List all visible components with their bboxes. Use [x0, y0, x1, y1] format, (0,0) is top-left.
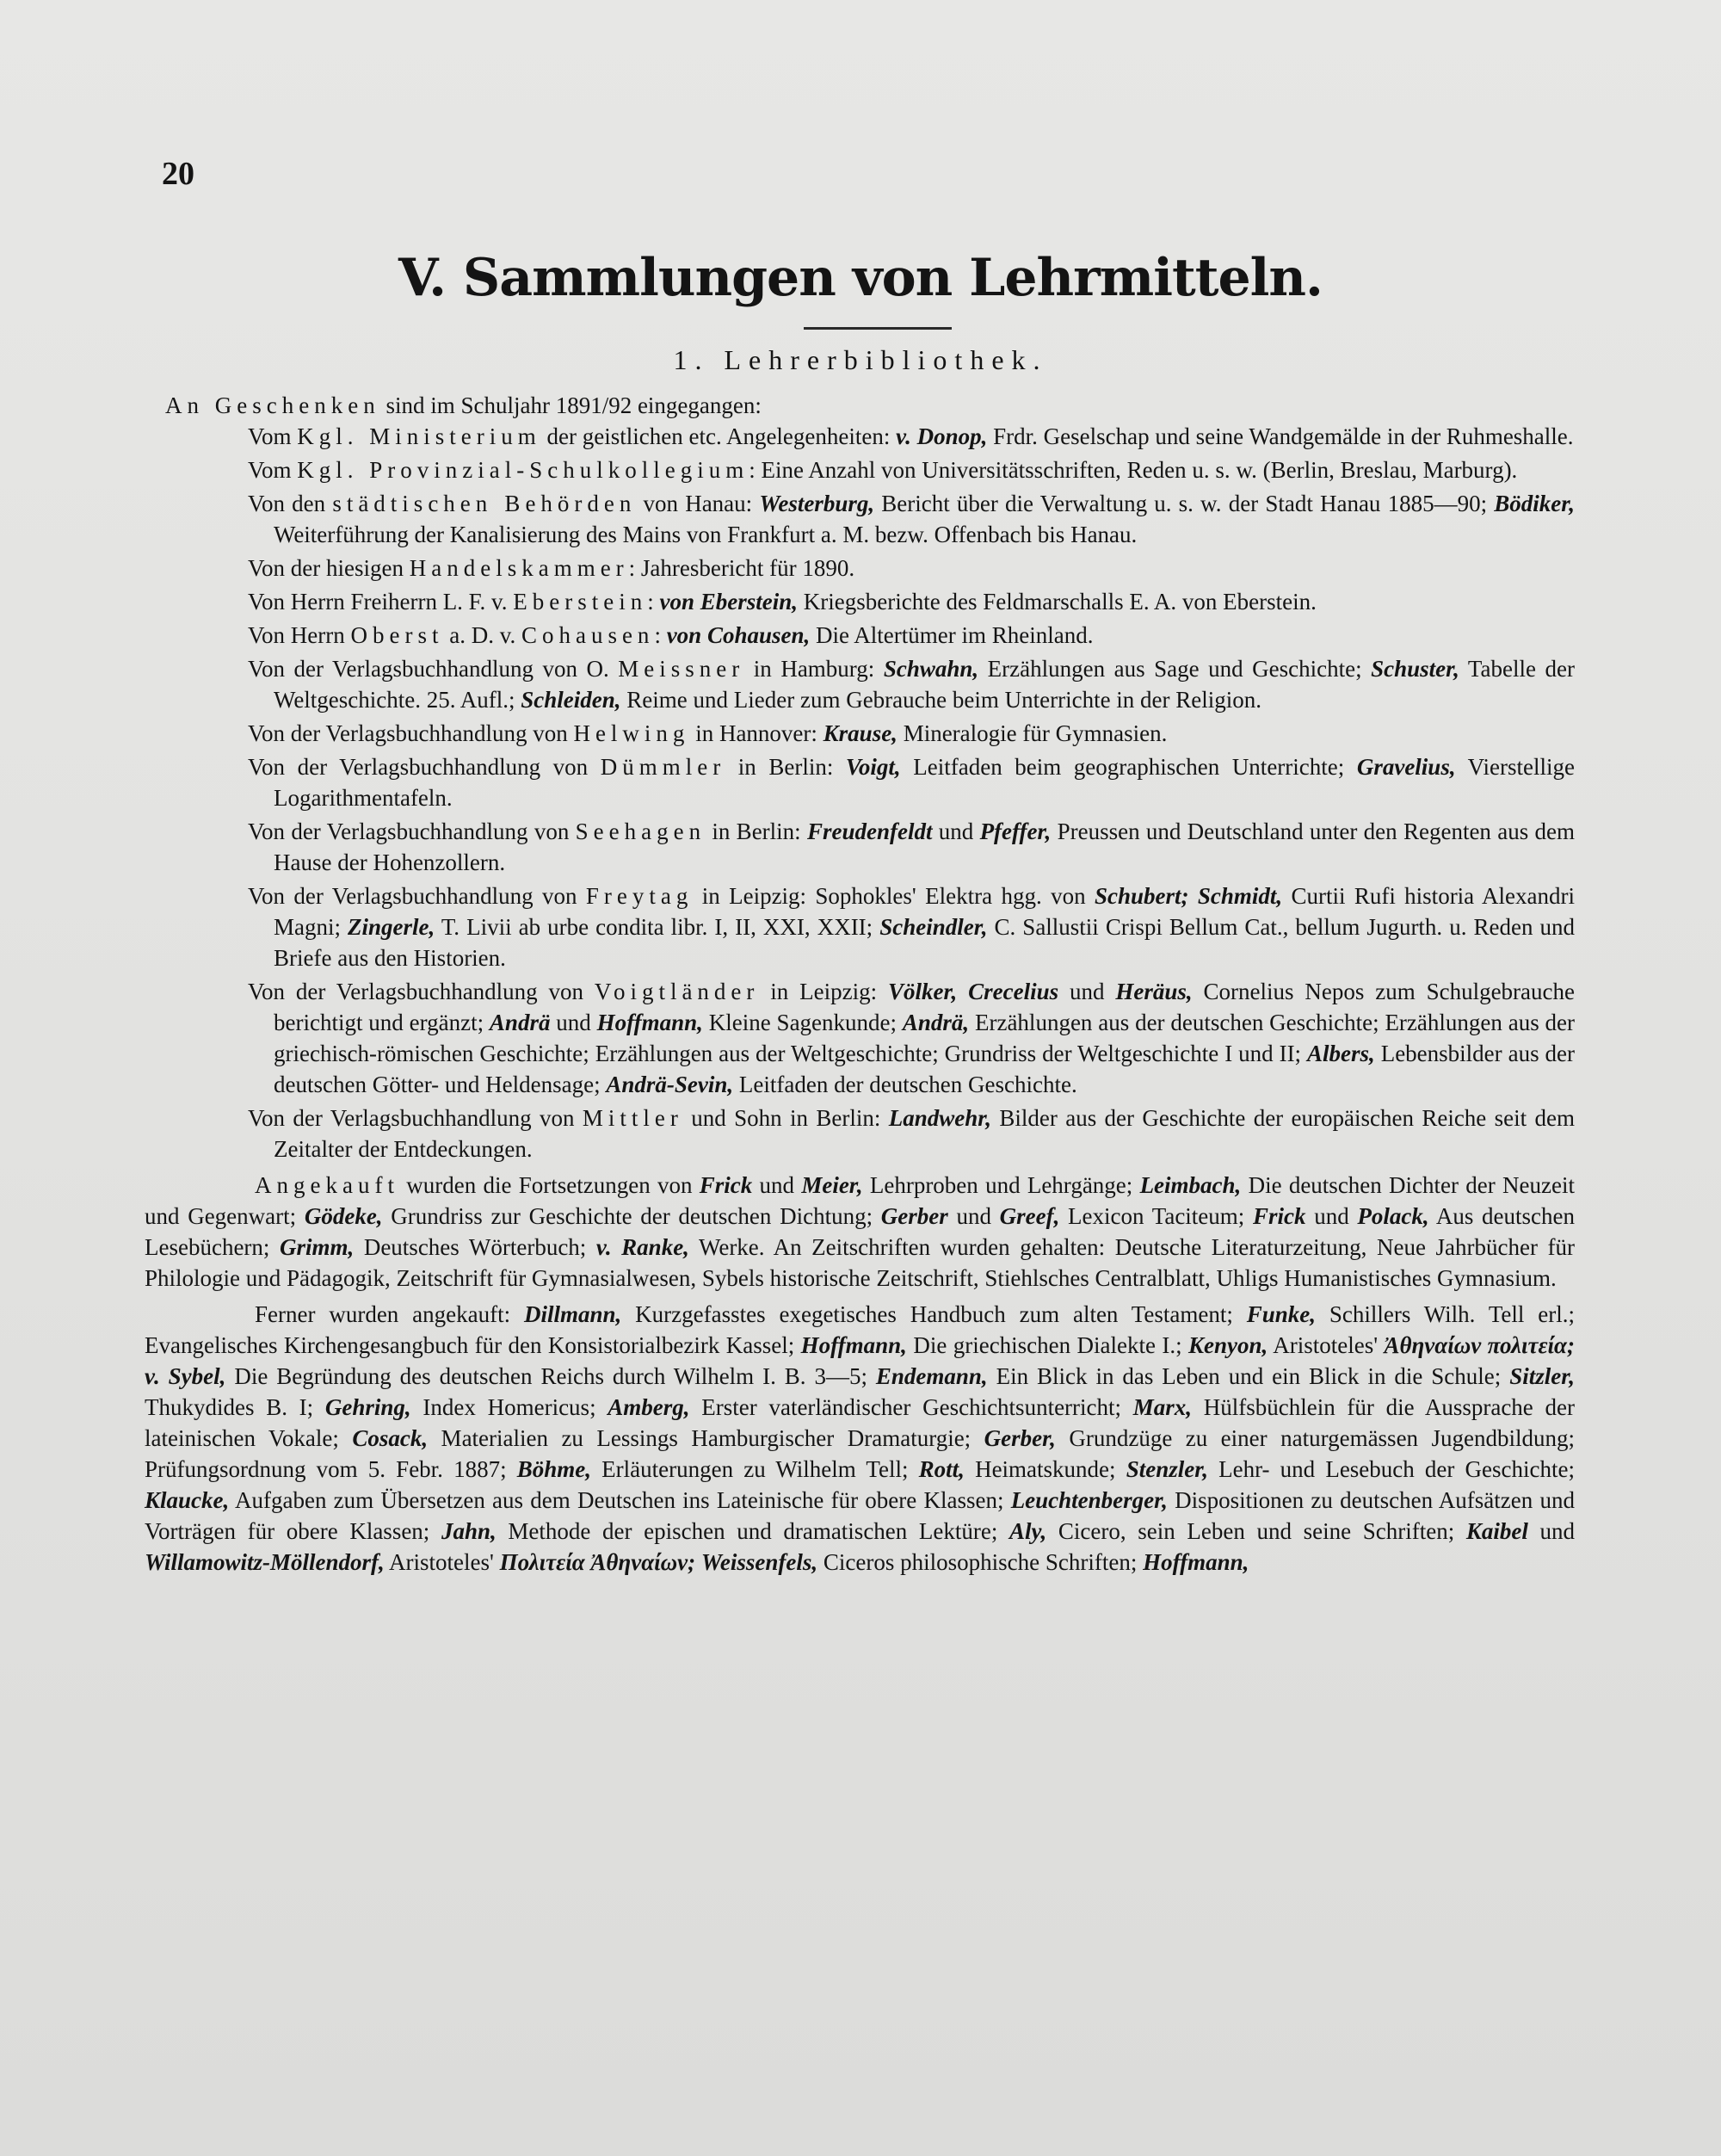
text-run: Von der hiesigen: [248, 555, 410, 581]
spaced-name: Helwing: [573, 720, 690, 746]
author-name: Hoffmann,: [1143, 1549, 1249, 1575]
text-run: wurden die Fortsetzungen von: [398, 1172, 700, 1198]
text-run: :: [654, 622, 667, 648]
text-run: Aufgaben zum Übersetzen aus dem Deutschen ins Lateinische für obere Klassen;: [229, 1487, 1011, 1513]
text-run: T. Livii ab urbe condita libr. I, II, XXI, XXII;: [435, 914, 880, 940]
author-name: Stenzler,: [1126, 1456, 1208, 1482]
text-run: Heimatskunde;: [964, 1456, 1126, 1482]
author-name: Endemann,: [875, 1363, 988, 1389]
page-number: 20: [162, 156, 194, 192]
donation-entry: [145, 751, 1575, 813]
author-name: Schubert; Schmidt,: [1094, 883, 1283, 909]
donation-entry: [145, 976, 1575, 1100]
text-run: Weiterführung der Kanalisierung des Mains von Frankfurt a. M. bezw. Offenbach bis Hanau.: [274, 522, 1138, 547]
text-run: Mineralogie für Gymnasien.: [897, 720, 1168, 746]
author-name: Schuster,: [1371, 656, 1459, 682]
author-name: Andrä: [489, 1010, 551, 1035]
donation-entry: [145, 553, 1575, 584]
text-run: Bericht über die Verwaltung u. s. w. der Stadt Hanau 1885—90;: [874, 491, 1495, 516]
text-run: und: [1527, 1518, 1576, 1544]
text-run: Lexicon Taciteum;: [1059, 1203, 1253, 1229]
text-run: Die Altertümer im Rheinland.: [810, 622, 1094, 648]
text-run: Von Herrn: [248, 622, 351, 648]
text-run: Von der Verlagsbuchhandlung von: [248, 720, 574, 746]
text-run: Vom: [248, 423, 298, 449]
author-name: Grimm,: [280, 1234, 355, 1260]
text-run: Frdr. Geselschap und seine Wandgemälde in der Ruhmeshalle.: [987, 423, 1574, 449]
author-name: Sitzler,: [1509, 1363, 1575, 1389]
text-run: Reime und Lieder zum Gebrauche beim Unterrichte in der Religion.: [620, 687, 1262, 713]
text-run: Leitfaden der deutschen Geschichte.: [733, 1072, 1077, 1097]
donation-entry: [145, 880, 1575, 973]
author-name: Meier,: [801, 1172, 863, 1198]
document-body: [145, 390, 1575, 1578]
author-name: Scheindler,: [879, 914, 988, 940]
author-name: Aly,: [1009, 1518, 1047, 1544]
text-run: und: [550, 1010, 597, 1035]
text-run: Tabelle der Weltgeschichte. 25. Aufl.;: [274, 656, 1575, 713]
text-run: Bilder aus der Geschichte der europäischen Reiche seit dem Zeitalter der Entdeckungen.: [274, 1105, 1575, 1162]
spaced-name: Cohausen: [521, 622, 655, 648]
donation-entry: [145, 718, 1575, 749]
spaced-name: Dümmler: [600, 754, 726, 780]
author-name: Klaucke,: [145, 1487, 230, 1513]
text-run: Cicero, sein Leben und seine Schriften;: [1046, 1518, 1466, 1544]
author-name: Willamowitz-Möllendorf,: [145, 1549, 385, 1575]
text-run: Von Herrn Freiherrn L. F. v.: [248, 589, 514, 615]
donation-entry: [145, 421, 1575, 452]
author-name: Polack,: [1357, 1203, 1429, 1229]
text-run: Grundriss zur Geschichte der deutschen Dichtung;: [382, 1203, 881, 1229]
author-name: von Eberstein,: [659, 589, 799, 615]
author-name: Gravelius,: [1356, 754, 1456, 780]
text-run: Ferner wurden angekauft:: [255, 1301, 524, 1327]
donation-entry: [145, 816, 1575, 878]
author-name: Πολιτεία Ἀθηναίων; Weissenfels,: [499, 1549, 818, 1575]
text-run: Von den: [248, 491, 333, 516]
donation-entry: [145, 454, 1575, 485]
author-name: Albers,: [1307, 1041, 1375, 1066]
text-run: und: [947, 1203, 1000, 1229]
author-name: Bödiker,: [1494, 491, 1575, 516]
text-run: Aristoteles': [384, 1549, 500, 1575]
text-run: Preussen und Deutschland unter den Regenten aus dem Hause der Hohenzollern.: [274, 819, 1575, 875]
text-run: Von der Verlagsbuchhandlung von: [248, 1105, 583, 1131]
spaced-name: Seehagen: [575, 819, 706, 844]
spaced-name: Angekauft: [255, 1172, 399, 1198]
text-run: Erzählungen aus der deutschen Geschichte; Erzählungen aus der griechisch-römischen Geschichte; Erzählungen aus der Weltgeschichte; Grundriss der Weltgeschichte I und II;: [274, 1010, 1576, 1066]
text-run: Erzählungen aus Sage und Geschichte;: [978, 656, 1372, 682]
donation-entry: [145, 488, 1575, 550]
text-run: Curtii Rufi historia Alexandri Magni;: [274, 883, 1575, 940]
text-run: und: [932, 819, 980, 844]
text-run: Grundzüge zu einer naturgemässen Jugendbildung; Prüfungsordnung vom 5. Febr. 1887;: [145, 1425, 1575, 1482]
text-run: Kriegsberichte des Feldmarschalls E. A. von Eberstein.: [798, 589, 1317, 615]
author-name: Cosack,: [352, 1425, 429, 1451]
author-name: Rott,: [918, 1456, 965, 1482]
text-run: Ciceros philosophische Schriften;: [817, 1549, 1144, 1575]
author-name: Gehring,: [324, 1394, 411, 1420]
purchased-paragraph: [145, 1170, 1575, 1294]
spaced-name: Mittler: [582, 1105, 683, 1131]
text-run: Die Begründung des deutschen Reichs durch Wilhelm I. B. 3—5;: [225, 1363, 876, 1389]
text-run: Lehr- und Lesebuch der Geschichte;: [1207, 1456, 1575, 1482]
author-name: Landwehr,: [888, 1105, 991, 1131]
author-name: v. Ranke,: [595, 1234, 689, 1260]
text-run: in Berlin:: [706, 819, 807, 844]
author-name: Gerber,: [984, 1425, 1056, 1451]
text-run: Lehrproben und Lehrgänge;: [862, 1172, 1140, 1198]
text-run: Kurzgefasstes exegetisches Handbuch zum alten Testament;: [621, 1301, 1247, 1327]
author-name: Leimbach,: [1139, 1172, 1242, 1198]
spaced-name: Voigtländer: [594, 979, 760, 1004]
text-run: und: [752, 1172, 802, 1198]
author-name: Dillmann,: [524, 1301, 622, 1327]
text-run: in Hannover:: [689, 720, 823, 746]
author-name: Funke,: [1246, 1301, 1317, 1327]
text-run: von Hanau:: [636, 491, 760, 516]
author-name: Hoffmann,: [596, 1010, 703, 1035]
text-run: :: [647, 589, 660, 615]
author-name: Hoffmann,: [800, 1332, 907, 1358]
text-run: in Leipzig: Sophokles' Elektra hgg. von: [693, 883, 1095, 909]
text-run: Erläuterungen zu Wilhelm Tell;: [591, 1456, 919, 1482]
text-run: Thukydides B. I;: [145, 1394, 325, 1420]
author-name: Böhme,: [516, 1456, 591, 1482]
author-name: Voigt,: [845, 754, 901, 780]
text-run: C. Sallustii Crispi Bellum Cat., bellum Jugurth. u. Reden und Briefe aus den Historien.: [274, 914, 1575, 971]
text-run: Ein Blick in das Leben und ein Blick in die Schule;: [987, 1363, 1510, 1389]
text-run: Hülfsbüchlein für die Aussprache der lateinischen Vokale;: [145, 1394, 1575, 1451]
text-run: a. D. v.: [443, 622, 521, 648]
text-run: Von der Verlagsbuchhandlung von: [248, 754, 601, 780]
text-run: Von der Verlagsbuchhandlung von: [248, 979, 595, 1004]
text-run: Von der Verlagsbuchhandlung von: [248, 883, 586, 909]
author-name: Leuchtenberger,: [1010, 1487, 1168, 1513]
author-name: Schwahn,: [883, 656, 979, 682]
text-run: und: [1305, 1203, 1358, 1229]
author-name: Heräus,: [1115, 979, 1193, 1004]
text-run: Von der Verlagsbuchhandlung von O.: [248, 656, 619, 682]
author-name: Völker, Crecelius: [887, 979, 1059, 1004]
author-name: Westerburg,: [759, 491, 875, 516]
text-run: der geistlichen etc. Angelegenheiten:: [540, 423, 897, 449]
text-run: : Eine Anzahl von Universitätsschriften, Reden u. s. w. (Berlin, Breslau, Marburg).: [749, 457, 1518, 483]
text-run: Aristoteles': [1268, 1332, 1385, 1358]
donation-entry: [145, 1103, 1575, 1164]
author-name: Schleiden,: [521, 687, 621, 713]
further-purchases-paragraph: [145, 1299, 1575, 1578]
text-run: Kleine Sagenkunde;: [702, 1010, 903, 1035]
text-run: in Hamburg:: [744, 656, 884, 682]
spaced-name: Oberst: [350, 622, 444, 648]
author-name: Gerber: [880, 1203, 948, 1229]
text-run: Deutsches Wörterbuch;: [354, 1234, 596, 1260]
spaced-name: städtischen Behörden: [332, 491, 637, 516]
author-name: v. Donop,: [896, 423, 988, 449]
author-name: Kaibel: [1465, 1518, 1528, 1544]
author-name: Freudenfeldt: [806, 819, 933, 844]
text-run: Vom: [248, 457, 298, 483]
spaced-name: Kgl. Ministerium: [297, 423, 541, 449]
text-run: Methode der epischen und dramatischen Lektüre;: [496, 1518, 1010, 1544]
text-run: Die griechischen Dialekte I.;: [906, 1332, 1189, 1358]
author-name: Andrä-Sevin,: [606, 1072, 734, 1097]
author-name: von Cohausen,: [666, 622, 811, 648]
author-name: Frick: [1252, 1203, 1306, 1229]
text-run: Vierstellige Logarithmentafeln.: [274, 754, 1575, 811]
donation-entry: [145, 586, 1575, 617]
text-run: Index Homericus;: [410, 1394, 608, 1420]
author-name: Andrä,: [902, 1010, 970, 1035]
subsection-title: 1. Lehrerbibliothek.: [673, 344, 1048, 375]
author-name: Marx,: [1132, 1394, 1193, 1420]
text-run: und Sohn in Berlin:: [682, 1105, 889, 1131]
text-run: in Leipzig:: [759, 979, 888, 1004]
text-run: Cornelius Nepos zum Schulgebrauche berichtigt und ergänzt;: [274, 979, 1575, 1035]
text-run: und: [1058, 979, 1116, 1004]
text-run: in Berlin:: [725, 754, 846, 780]
author-name: Zingerle,: [348, 914, 435, 940]
author-name: Frick: [699, 1172, 753, 1198]
author-name: Kenyon,: [1188, 1332, 1268, 1358]
author-name: Amberg,: [608, 1394, 690, 1420]
text-run: Erster vaterländischer Geschichtsunterricht;: [689, 1394, 1133, 1420]
intro-paragraph: [165, 390, 1575, 421]
spaced-name: Kgl. Provinzial-Schulkollegium: [297, 457, 749, 483]
donation-entry: [145, 653, 1575, 715]
author-name: Gödeke,: [304, 1203, 383, 1229]
text-run: Von der Verlagsbuchhandlung von: [248, 819, 576, 844]
spaced-name: Eberstein: [513, 589, 648, 615]
text-run: Aus deutschen Lesebüchern;: [145, 1203, 1575, 1260]
intro-spaced: An Geschenken: [165, 392, 380, 418]
donation-list: [145, 421, 1575, 1164]
author-name: Krause,: [823, 720, 898, 746]
text-run: : Jahresbericht für 1890.: [628, 555, 855, 581]
text-run: Schillers Wilh. Tell erl.; Evangelisches Kirchengesangbuch für den Konsistorialbezirk Kassel;: [145, 1301, 1576, 1358]
author-name: Jahn,: [441, 1518, 497, 1544]
author-name: Greef,: [999, 1203, 1060, 1229]
section-title: V. Sammlungen von Lehrmitteln.: [398, 248, 1323, 308]
text-run: Materialien zu Lessings Hamburgischer Dramaturgie;: [428, 1425, 984, 1451]
donation-entry: [145, 620, 1575, 651]
text-run: Lebensbilder aus der deutschen Götter- und Heldensage;: [274, 1041, 1575, 1097]
text-run: Werke. An Zeitschriften wurden gehalten: Deutsche Literaturzeitung, Neue Jahrbücher für Philologie und Pädagogik, Zeitschrift für Gymnasialwesen, Sybels historische Zeitschrift, Stiehlsches Centralblatt, Uhligs Humanistisches Gymnasium.: [145, 1234, 1575, 1291]
spaced-name: Handelskammer: [409, 555, 629, 581]
text-run: Leitfaden beim geographischen Unterrichte;: [900, 754, 1357, 780]
text-run: Die deutschen Dichter der Neuzeit und Gegenwart;: [145, 1172, 1575, 1229]
author-name: Pfeffer,: [979, 819, 1052, 844]
spaced-name: Meissner: [618, 656, 745, 682]
spaced-name: Freytag: [585, 883, 694, 909]
author-name: Ἀθηναίων πολιτεία; v. Sybel,: [145, 1332, 1575, 1389]
text-run: Dispositionen zu deutschen Aufsätzen und Vorträgen für obere Klassen;: [145, 1487, 1575, 1544]
title-rule: [804, 327, 952, 330]
intro-text: sind im Schuljahr 1891/92 eingegangen:: [379, 392, 762, 418]
